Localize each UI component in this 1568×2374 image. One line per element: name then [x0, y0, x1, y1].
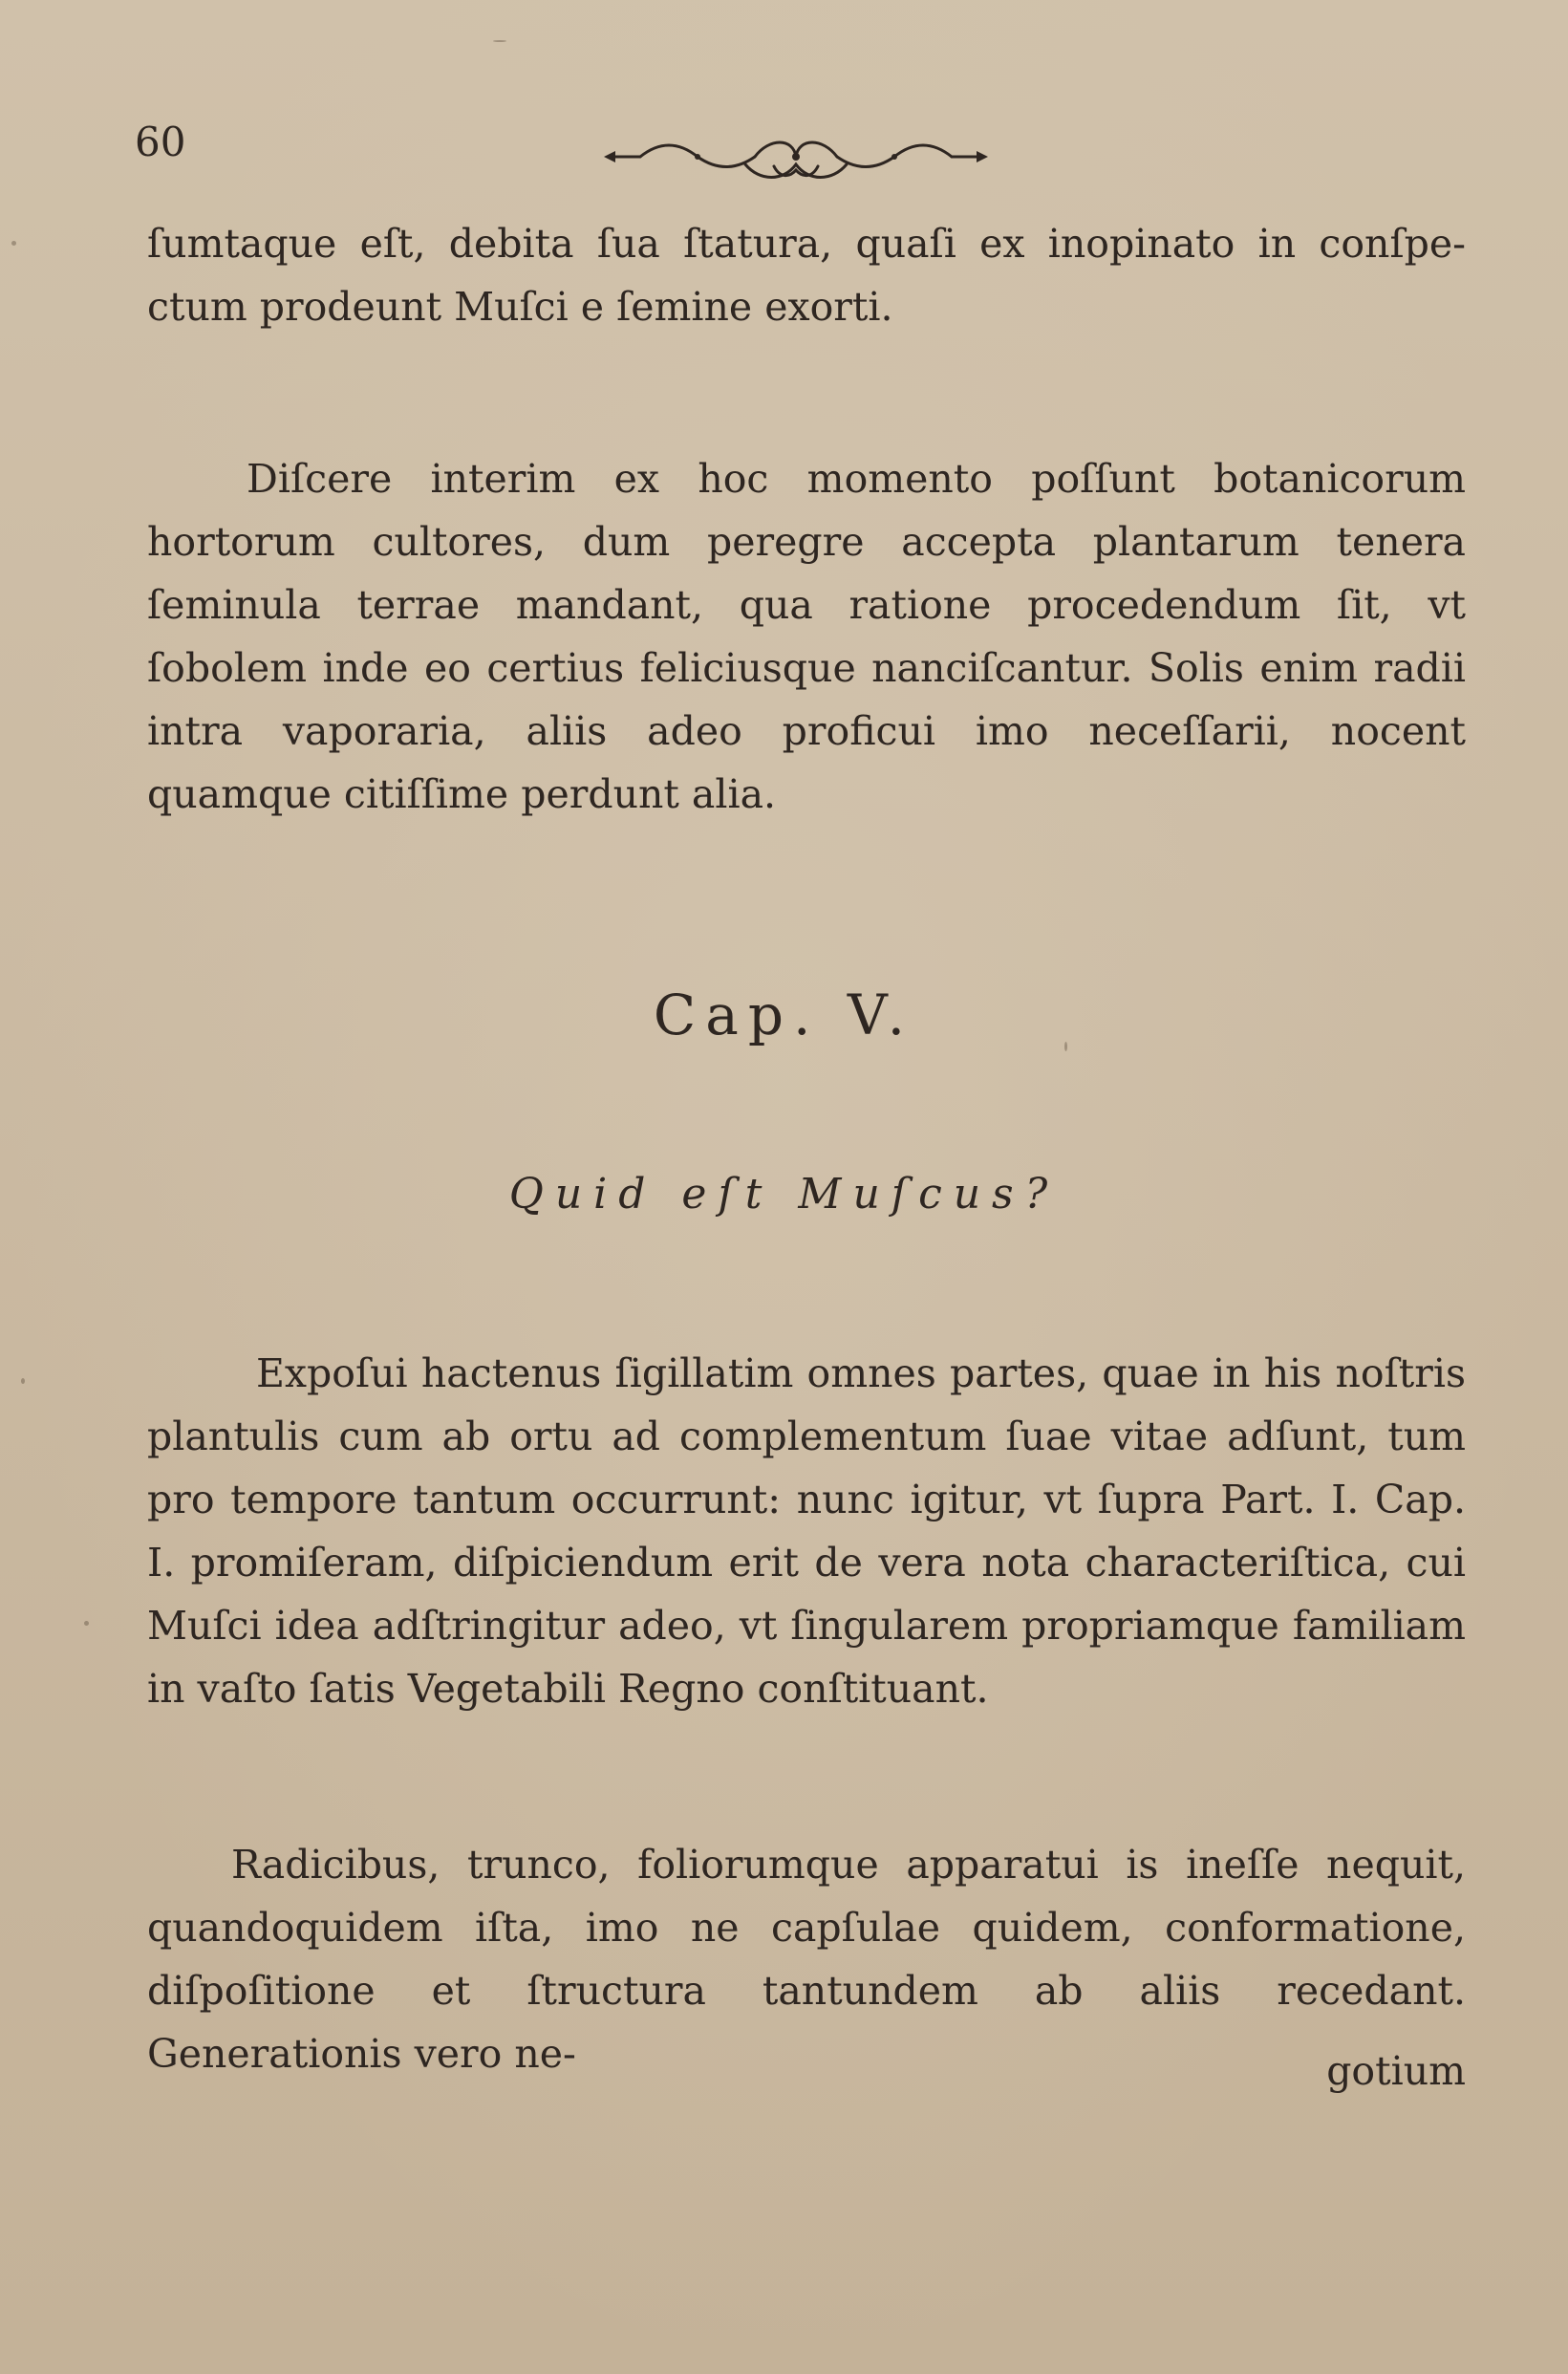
paper-speck — [84, 1621, 89, 1626]
paper-speck — [1064, 1042, 1067, 1051]
catchword: gotium — [1326, 2048, 1466, 2094]
paragraph: Expoſui hactenus ſigillatim omnes partes, quae in his noſtris plantulis cum ab ortu ad complementum ſuae vitae adſunt, tum pro tempore tantum occurrunt: nunc igitur, vt ſupra Part. I. Cap. I. promiſeram, diſpiciendum erit de vera nota characteriſtica, cui Muſci idea adſtringitur adeo, vt ſingularem propriamque familiam in vaſto ſatis Vegetabili Regno conſtituant. — [147, 1350, 1466, 1712]
paper-speck — [493, 40, 506, 42]
page-number: 60 — [135, 119, 186, 165]
paragraph-continuation: ſumtaque eſt, debita ſua ſtatura, quaſi ex inopinato in conſpe-ctum prodeunt Muſci e ſemine exorti. — [147, 221, 1466, 330]
ornament-icon — [602, 132, 990, 189]
chapter-heading: Cap. V. — [653, 982, 915, 1047]
paragraph: Radicibus, trunco, foliorumque apparatui is ineſſe nequit, quandoquidem iſta, imo ne capſulae quidem, conformatione, diſpoſitione et ſtructura tantundem ab aliis recedant. Generationis vero ne- — [147, 1842, 1466, 2077]
paper-speck — [11, 241, 16, 246]
chapter-subtitle: Quid eſt Muſcus? — [508, 1170, 1060, 1219]
paragraph: Diſcere interim ex hoc momento poſſunt botanicorum hortorum cultores, dum peregre accepta plantarum tenera ſeminula terrae mandant, qua ratione procedendum ſit, vt ſobolem inde eo certius feliciusque nanciſcantur. Solis enim radii intra vaporaria, aliis adeo proficui imo neceſſarii, nocent quamque citiſſime perdunt alia. — [147, 456, 1466, 817]
paper-speck — [21, 1378, 25, 1384]
